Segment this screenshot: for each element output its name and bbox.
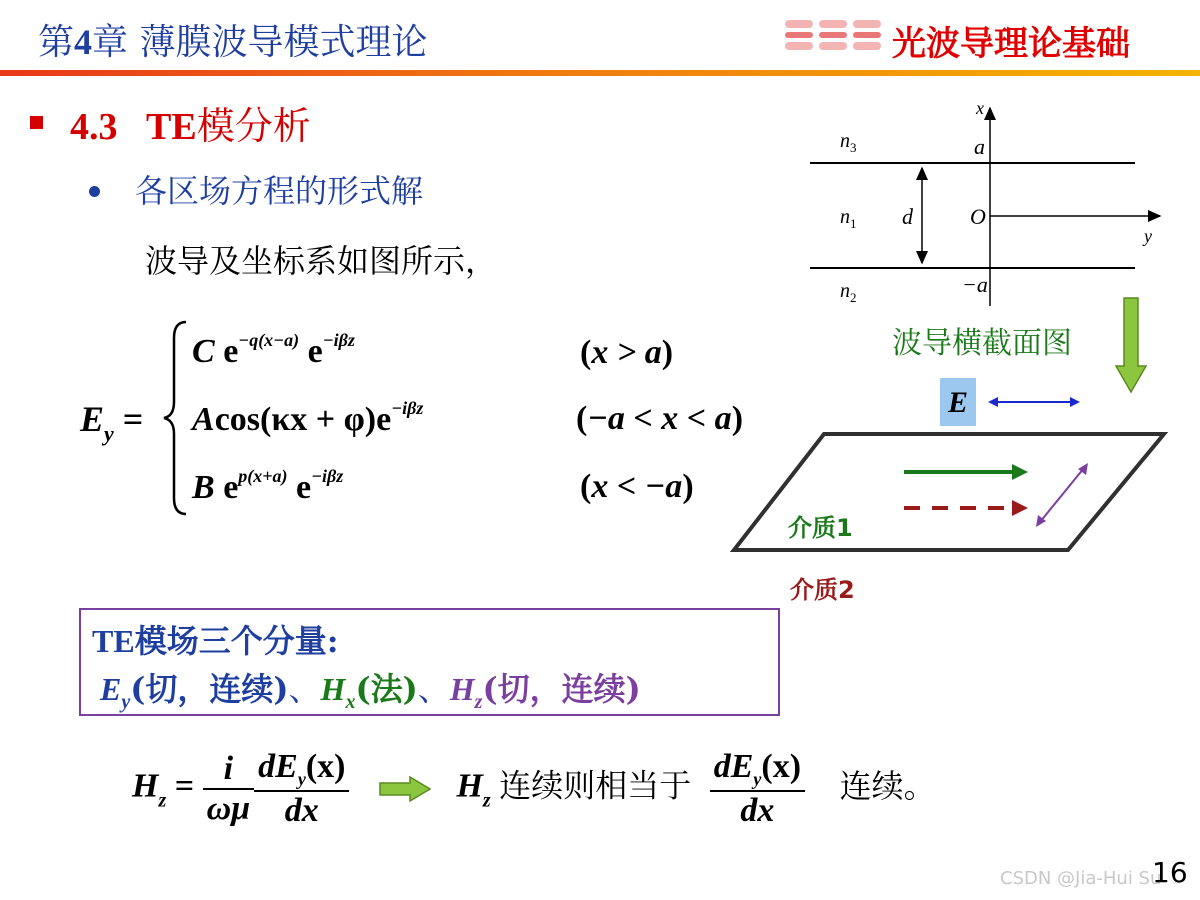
equation-cond-2 (576, 400, 743, 438)
round-bullet-icon (89, 186, 100, 197)
hz-lhs-symbol: H (132, 767, 159, 805)
medium-1-label: 介质1 (788, 514, 853, 542)
medium-2-label: 介质2 (790, 576, 855, 604)
subsection-title: 各区场方程的形式解 (135, 172, 424, 210)
section-heading (70, 95, 311, 150)
label-minus-a: −a (962, 272, 988, 297)
case1-exp1: −q(x−a) (238, 330, 300, 350)
case1-base: e (223, 333, 239, 370)
equivalence-text: 连续则相当于 (499, 766, 692, 805)
section-number: 4.3 (70, 106, 118, 148)
frac2-denominator: dx (254, 790, 349, 830)
cond2-open: ( (576, 400, 588, 437)
fraction-dEy-dx (254, 748, 349, 830)
hz-note: (切，连续) (482, 670, 641, 708)
page-number: 16 (1152, 856, 1188, 889)
intro-text: 波导及坐标系如图所示， (145, 242, 498, 280)
equation-cond-1 (580, 334, 673, 372)
section-title-cn: 模分析 (196, 104, 311, 148)
case2-base: e (376, 401, 392, 438)
chapter-number: 4 (74, 22, 93, 62)
ey-symbol: E (100, 671, 122, 707)
label-n3 (840, 130, 857, 156)
cond1-close: ) (661, 334, 674, 371)
diagram-caption: 波导横截面图 (892, 326, 1072, 361)
frac3-denominator: dx (710, 790, 805, 830)
label-n1 (840, 206, 857, 232)
watermark: CSDN @Jia-Hui Su (1000, 868, 1162, 889)
cond1-open: ( (580, 334, 592, 371)
ey-note: (切，连续) (130, 670, 289, 708)
frac3-num-dE: dE (713, 748, 754, 785)
case3-exp2: −iβz (311, 466, 344, 486)
case1-exp2: −iβz (322, 330, 355, 350)
case1-base2: e (307, 333, 323, 370)
te-box-title-latin: TE (92, 623, 135, 659)
hx-symbol: H (320, 671, 346, 707)
equation-cond-3 (580, 468, 694, 506)
equation-case-2 (192, 398, 423, 439)
hx-sub: x (345, 691, 356, 713)
equation-case-3 (192, 466, 343, 507)
case1-coef: C (192, 333, 215, 370)
frac2-num-dE: dE (258, 748, 298, 785)
chapter-suffix: 章 薄膜波导模式理论 (92, 22, 428, 63)
n2-symbol: n (840, 280, 850, 302)
e-vector-label (940, 378, 976, 426)
left-brace-icon (160, 318, 190, 518)
down-arrow-icon (1114, 296, 1148, 396)
origin-label: O (970, 204, 986, 229)
case2-exp1: −iβz (391, 398, 424, 418)
waveguide-cross-section-diagram (800, 96, 1180, 316)
sep-2: 、 (417, 670, 450, 708)
n1-symbol: n (840, 206, 850, 228)
lhs-E: E (80, 399, 105, 439)
equation-case-1 (192, 330, 355, 371)
hz-rhs-sub: z (482, 789, 491, 812)
chapter-prefix: 第 (38, 22, 75, 63)
case3-base: e (223, 469, 239, 506)
cond2-expr: −a < x < a (587, 400, 732, 437)
fraction-i-over-omega-mu (203, 750, 255, 828)
case2-func: cos(κx + φ) (214, 401, 377, 438)
axis-x-label: x (976, 98, 984, 118)
label-d: d (902, 204, 913, 229)
ey-sub: y (121, 691, 131, 713)
n1-subscript: 1 (850, 216, 857, 231)
n3-subscript: 3 (850, 140, 857, 155)
case3-exp1: p(x+a) (238, 466, 288, 486)
label-a: a (974, 134, 985, 159)
continuity-text: 连续。 (839, 766, 936, 805)
logo-pattern-icon (783, 16, 883, 54)
e-field-double-arrow-icon (986, 392, 1082, 412)
fraction-dEy-dx-2 (710, 748, 805, 830)
frac3-num-sub: y (753, 768, 762, 789)
hx-note: (法) (355, 670, 418, 708)
equation-lhs: $E_y$ = (80, 399, 144, 446)
section-title-latin: TE (146, 106, 197, 148)
cond1-expr: x > a (591, 334, 662, 371)
cond3-close: ) (682, 468, 694, 505)
n3-symbol: n (840, 130, 850, 152)
label-n2 (840, 280, 857, 306)
te-components-line (100, 664, 641, 714)
cond3-open: ( (580, 468, 592, 505)
right-arrow-icon (378, 776, 432, 802)
frac2-num-sub: y (297, 768, 306, 789)
case2-coef: A (192, 401, 215, 438)
case3-coef: B (192, 469, 215, 506)
sep-1: 、 (288, 670, 321, 708)
lhs-sub: y (104, 421, 114, 446)
axis-y-label: y (1144, 226, 1152, 246)
n2-subscript: 2 (850, 290, 857, 305)
hz-rhs-symbol: H (456, 767, 483, 805)
header-divider (0, 70, 1200, 76)
square-bullet-icon (30, 116, 43, 129)
hz-symbol: H (449, 671, 475, 707)
case3-base2: e (296, 469, 312, 506)
cond3-expr: x < −a (591, 468, 683, 505)
course-title: 光波导理论基础 (892, 24, 1130, 64)
hz-equation: $H_z$ = $\frac{i}{\omega\mu}$ $\frac{dE_y(x)}{dx}$ $H_z$ 连续则相当于 $\frac{dE_y(x)}{dx}$ 连续。 (132, 748, 936, 829)
cond2-close: ) (731, 400, 744, 437)
chapter-title (38, 14, 427, 65)
e-vector-symbol: E (947, 386, 968, 419)
te-box-title (92, 616, 339, 662)
frac1-denominator: ωμ (203, 788, 255, 828)
hz-sub: z (474, 691, 483, 713)
frac1-numerator: i (223, 749, 234, 787)
hz-lhs-sub: z (158, 789, 167, 812)
frac2-num-arg: (x) (305, 748, 346, 785)
frac3-num-arg: (x) (761, 748, 802, 785)
te-box-title-cn: 模场三个分量: (134, 622, 339, 660)
